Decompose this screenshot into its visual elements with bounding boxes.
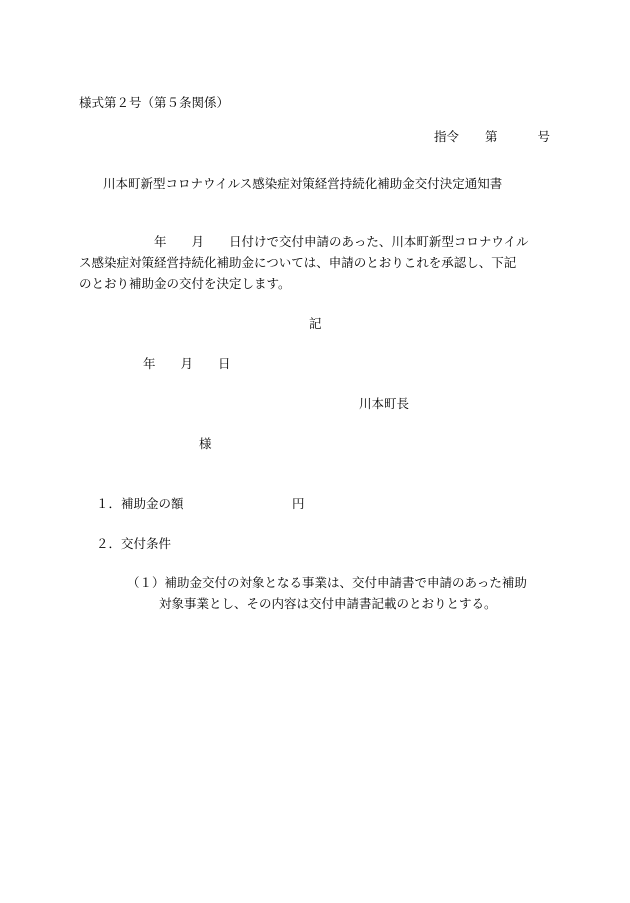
reference-go: 号	[537, 128, 550, 144]
condition-line-2: 対象事業とし、その内容は交付申請書記載のとおりとする。	[159, 596, 497, 611]
issuer-name: 川本町長	[359, 396, 410, 411]
ki-heading: 記	[309, 316, 322, 331]
document-title: 川本町新型コロナウイルス感染症対策経営持続化補助金交付決定通知書	[103, 176, 503, 191]
form-number: 様式第２号（第５条関係）	[79, 95, 230, 110]
item-subsidy-amount-unit: 円	[292, 496, 305, 511]
body-line-3: のとおり補助金の交付を決定します。	[79, 276, 291, 291]
body-line-1: 年 月 日付けで交付申請のあった、川本町新型コロナウイル	[79, 234, 529, 249]
body-line-2: ス感染症対策経営持続化補助金については、申請のとおりこれを承認し、下記	[79, 255, 517, 270]
item-subsidy-amount-label: １．補助金の額	[96, 496, 184, 511]
body-paragraph	[79, 234, 574, 291]
issue-date: 年 月 日	[143, 356, 231, 371]
reference-dai: 第	[484, 128, 498, 144]
item-conditions-label: ２．交付条件	[96, 536, 172, 551]
condition-line-1: （１）補助金交付の対象となる事業は、交付申請書で申請のあった補助	[127, 575, 527, 590]
reference-directive: 指令	[433, 128, 459, 144]
reference-number	[426, 118, 550, 143]
addressee-suffix: 様	[199, 436, 212, 451]
